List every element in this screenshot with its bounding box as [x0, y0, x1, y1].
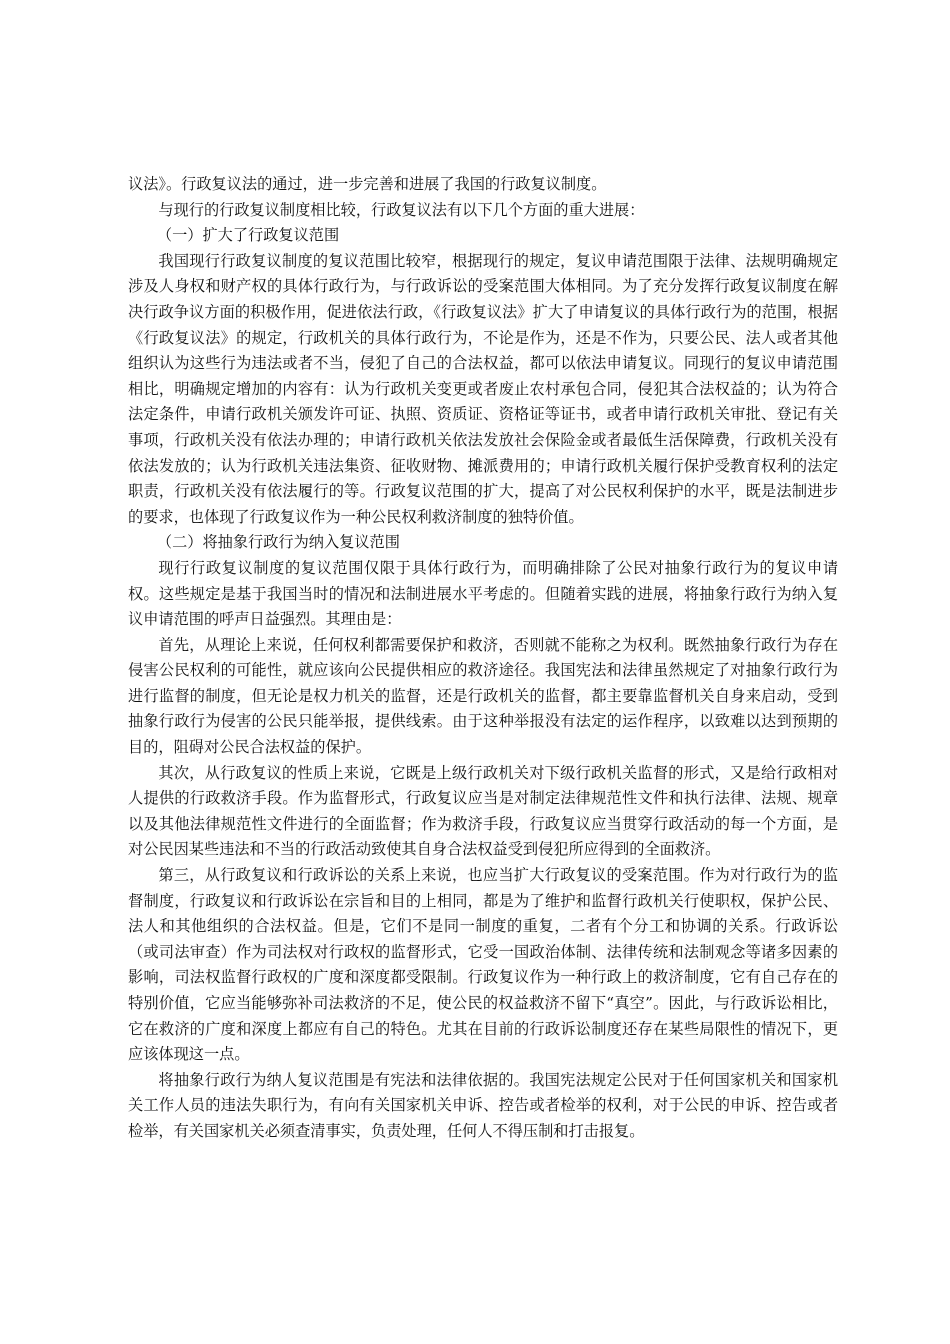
document-body — [128, 172, 838, 1145]
paragraph-intro: 与现行的行政复议制度相比较，行政复议法有以下几个方面的重大进展： — [158, 200, 645, 219]
section-heading-2: （二）将抽象行政行为纳入复议范围 — [156, 533, 400, 552]
paragraph-legal-basis: 将抽象行政行为纳人复议范围是有宪法和法律依据的。我国宪法规定公民对于任何国家机关和国家机关工作人员的违法失职行为，有向有关国家机关申诉、控告或者检举的权利，对于公民的申诉、控告或者检举，有关国家机关必须查清事实，负责处理，任何人不得压制和打击报复。 — [128, 1070, 838, 1140]
paragraph-reason-second: 其次，从行政复议的性质上来说，它既是上级行政机关对下级行政机关监督的形式，又是给行政相对人提供的行政救济手段。作为监督形式，行政复议应当是对制定法律规范性文件和执行法律、法规、规章以及其他法律规范性文件进行的全面监督；作为救济手段，行政复议应当贯穿行政活动的每一个方面，是对公民因某些违法和不当的行政活动致使其自身合法权益受到侵犯所应得到的全面救济。 — [128, 763, 838, 859]
paragraph-scope-expansion: 我国现行行政复议制度的复议范围比较窄，根据现行的规定，复议申请范围限于法律、法规明确规定涉及人身权和财产权的具体行政行为，与行政诉讼的受案范围大体相同。为了充分发挥行政复议制度在解决行政争议方面的积极作用，促进依法行政，《行政复议法》扩大了申请复议的具体行政行为的范围，根据《行政复议法》的规定，行政机关的具体行政行为，不论是作为，还是不作为，只要公民、法人或者其他组织认为这些行为违法或者不当，侵犯了自己的合法权益，都可以依法申请复议。同现行的复议申请范围相比，明确规定增加的内容有：认为行政机关变更或者废止农村承包合同，侵犯其合法权益的；认为符合法定条件，申请行政机关颁发许可证、执照、资质证、资格证等证书，或者申请行政机关审批、登记有关事项，行政机关没有依法办理的；申请行政机关依法发放社会保险金或者最低生活保障费，行政机关没有依法发放的；认为行政机关违法集资、征收财物、摊派费用的；申请行政机关履行保护受教育权利的法定职责，行政机关没有依法履行的等。行政复议范围的扩大，提高了对公民权利保护的水平，既是法制进步的要求，也体现了行政复议作为一种公民权利救济制度的独特价值。 — [128, 251, 838, 526]
section-heading-1: （一）扩大了行政复议范围 — [156, 226, 340, 245]
paragraph-reason-third: 第三，从行政复议和行政诉讼的关系上来说，也应当扩大行政复议的受案范围。作为对行政行为的监督制度，行政复议和行政诉讼在宗旨和目的上相同，都是为了维护和监督行政机关行使职权，保护公民、法人和其他组织的合法权益。但是，它们不是同一制度的重复，二者有个分工和协调的关系。行政诉讼（或司法审查）作为司法权对行政权的监督形式，它受一国政治体制、法律传统和法制观念等诸多因素的影响，司法权监督行政权的广度和深度都受限制。行政复议作为一种行政上的救济制度，它有自己存在的特别价值，它应当能够弥补司法救济的不足，使公民的权益救济不留下“真空”。因此，与行政诉讼相比，它在救济的广度和深度上都应有自己的特色。尤其在目前的行政诉讼制度还存在某些局限性的情况下，更应该体现这一点。 — [128, 866, 838, 1064]
paragraph-continuation: 议法》。行政复议法的通过，进一步完善和进展了我国的行政复议制度。 — [128, 175, 607, 193]
paragraph-abstract-act-intro: 现行行政复议制度的复议范围仅限于具体行政行为，而明确排除了公民对抽象行政行为的复议申请权。这些规定是基于我国当时的情况和法制进展水平考虑的。但随着实践的进展，将抽象行政行为纳入复议申请范围的呼声日益强烈。其理由是： — [128, 558, 838, 629]
paragraph-reason-first: 首先，从理论上来说，任何权利都需要保护和救济，否则就不能称之为权利。既然抽象行政行为存在侵害公民权利的可能性，就应该向公民提供相应的救济途径。我国宪法和法律虽然规定了对抽象行政行为进行监督的制度，但无论是权力机关的监督，还是行政机关的监督，都主要靠监督机关自身来启动，受到抽象行政行为侵害的公民只能举报，提供线索。由于这种举报没有法定的运作程序，以致难以达到预期的目的，阻碍对公民合法权益的保护。 — [128, 635, 838, 757]
